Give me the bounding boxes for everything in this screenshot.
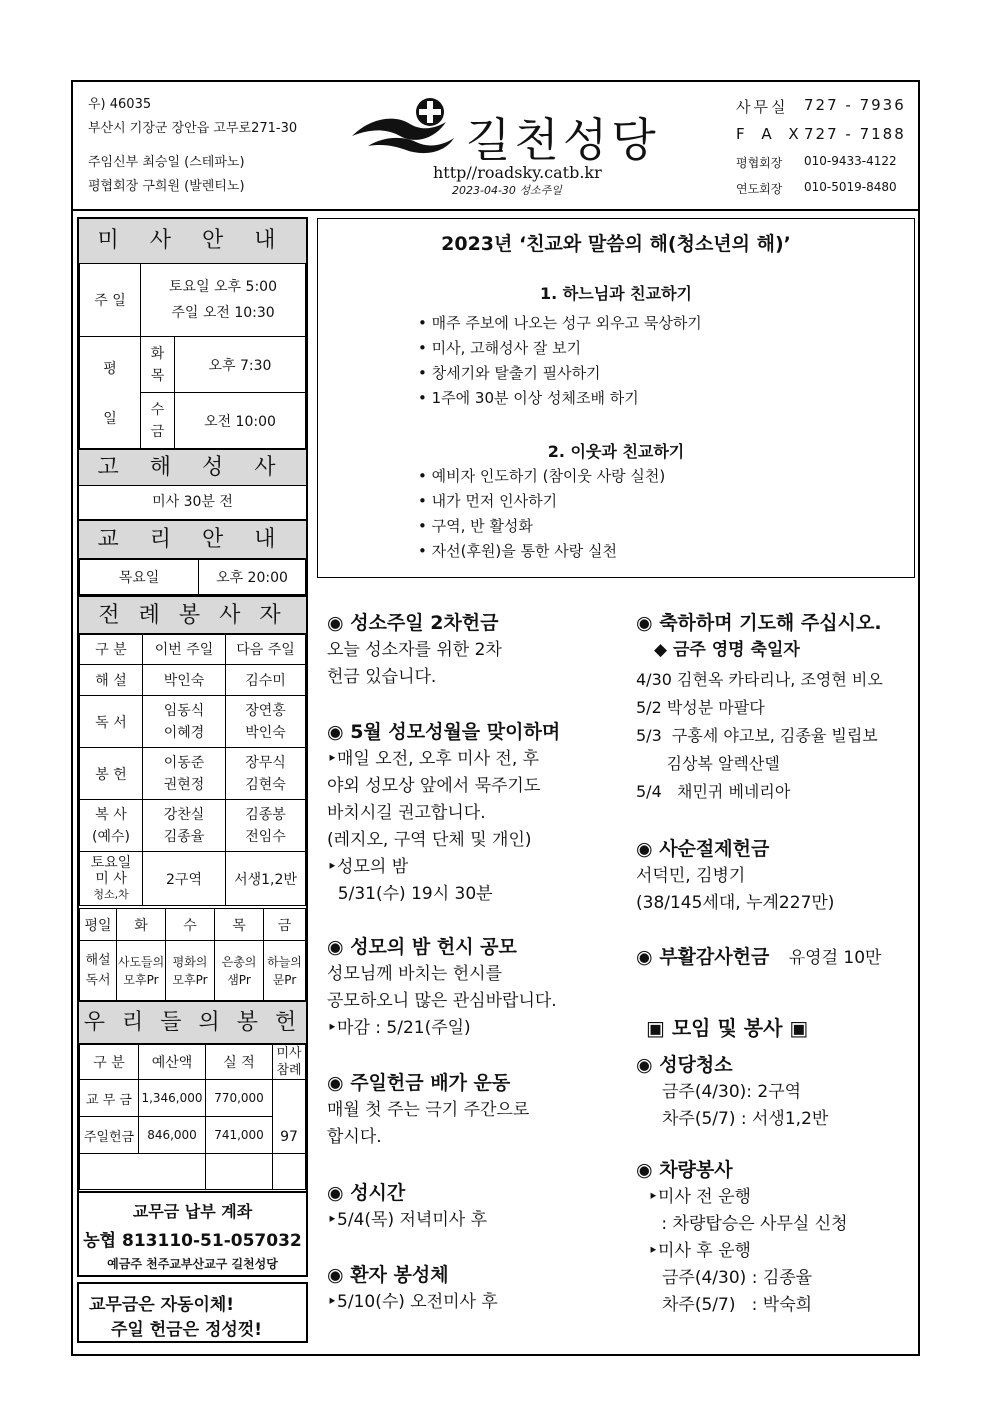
zip-code: 우) 46035 xyxy=(88,97,152,112)
minister-name: 김종봉 xyxy=(245,806,286,823)
offering-attendance: 97 xyxy=(273,1080,306,1154)
tue-label: 화 xyxy=(150,345,165,362)
notice-title: ◉ 사순절제헌금 xyxy=(636,838,770,860)
contact-fax-label: F A X xyxy=(736,125,805,143)
notice-line: ‣미사 전 운행 xyxy=(648,1187,751,1207)
feast-line: 5/3 구홍세 야고보, 김종율 빌립보 xyxy=(636,726,878,745)
minister-name: 전임수 xyxy=(245,828,286,845)
contact-office-label: 사무실 xyxy=(736,98,789,116)
notice-cleaning xyxy=(636,1052,828,1133)
offering-head-mass xyxy=(273,1044,306,1080)
contact-council-label: 평협회장 xyxy=(736,156,783,170)
mass-sunday-times xyxy=(141,264,306,337)
theme-title: 2023년 ‘친교와 말씀의 해(청소년의 해)’ xyxy=(441,233,791,255)
contact-fax-value: 727 - 7188 xyxy=(804,125,906,143)
notice-title: ◉ 축하하며 기도해 주십시오. xyxy=(636,612,882,634)
notice-line: (레지오, 구역 단체 및 개인) xyxy=(327,830,532,850)
minister-name: 강찬실 xyxy=(163,806,205,823)
offering-empty xyxy=(273,1154,306,1190)
ministers-next xyxy=(226,800,306,852)
account-title: 교무금 납부 계좌 xyxy=(132,1202,253,1221)
minister-name: 김종율 xyxy=(163,828,205,845)
offering-empty xyxy=(80,1154,206,1190)
weekday-cell xyxy=(117,941,166,1001)
notice-line: 오늘 성소자를 위한 2차 xyxy=(327,640,502,660)
bottom-notice xyxy=(77,1282,308,1343)
ministers-head-next: 다음 주일 xyxy=(226,634,306,665)
ministers-role xyxy=(80,800,143,852)
contact-office-value: 727 - 7936 xyxy=(804,96,906,114)
notice-line: 금주(4/30) : 김종율 xyxy=(662,1268,813,1288)
notice-feast-days xyxy=(636,610,883,806)
theme-sec2-item: • 예비자 인도하기 (참이웃 사랑 실천) xyxy=(418,467,666,485)
notice-line: ‣성모의 밤 xyxy=(327,857,409,877)
weekday-ministers-table xyxy=(79,908,306,1001)
item-text: 예비자 인도하기 (참이웃 사랑 실천) xyxy=(431,467,666,485)
head-line: 참례 xyxy=(276,1062,302,1078)
notice-title: ◉ 환자 봉성체 xyxy=(327,1264,449,1286)
account-box xyxy=(79,1191,306,1277)
item-text: 자선(후원)을 통한 사랑 실천 xyxy=(431,542,618,560)
notice-line: ‣미사 후 운행 xyxy=(648,1241,751,1261)
ministers-role: 봉 헌 xyxy=(80,748,143,800)
weekday-label-1: 평 xyxy=(103,360,117,377)
minister-name: 장연홍 xyxy=(245,702,286,719)
ministers-this xyxy=(143,748,226,800)
notice-line: : 차량탑승은 사무실 신청 xyxy=(656,1214,848,1234)
cell-line: 평화의 xyxy=(172,954,208,969)
ministers-role: 독 서 xyxy=(80,696,143,748)
minister-name: 김현숙 xyxy=(245,776,286,793)
ministers-this xyxy=(143,800,226,852)
notice-may xyxy=(327,719,560,908)
theme-sec2-item: • 내가 먼저 인사하기 xyxy=(418,492,558,510)
notice-line: 차주(5/7) : 박숙희 xyxy=(662,1295,813,1315)
role-line: 복 사 xyxy=(95,806,127,823)
ministers-next: 김수미 xyxy=(226,665,306,696)
notice-value: 유영걸 10만 xyxy=(788,948,882,968)
cell-line: 모후Pr xyxy=(123,972,159,987)
feast-line: 5/2 박성분 마팔다 xyxy=(636,698,765,717)
notice-easter-offering xyxy=(636,944,881,972)
theme-sec1-title: 1. 하느님과 친교하기 xyxy=(540,284,692,303)
ministers-role: 해 설 xyxy=(80,665,143,696)
notice-line: ‣매일 오전, 오후 미사 전, 후 xyxy=(327,749,540,769)
weekday-cell xyxy=(264,941,306,1001)
contact-council-value: 010-9433-4122 xyxy=(804,154,897,168)
offering-title: 우 리 들 의 봉 헌 xyxy=(83,1010,302,1035)
theme-sec1-list xyxy=(418,311,702,411)
notice-line: 매월 첫 주는 극기 주간으로 xyxy=(327,1100,530,1120)
notice-title: ◉ 5월 성모성월을 맞이하며 xyxy=(327,721,561,743)
confession-title: 고 해 성 사 xyxy=(97,455,288,480)
fri-label: 금 xyxy=(150,423,165,440)
ministers-table xyxy=(79,633,306,906)
weekday-head: 수 xyxy=(166,909,215,941)
logo-title: 길천성당 xyxy=(466,113,660,167)
notice-line-2: 주일 헌금은 정성껏! xyxy=(111,1320,262,1340)
cell-line: 하늘의 xyxy=(267,954,302,969)
notice-lent-offering xyxy=(636,836,834,917)
cell-line: 은총의 xyxy=(221,954,257,969)
cell-line: 모후Pr xyxy=(172,972,208,987)
catechism-title: 교 리 안 내 xyxy=(97,527,288,552)
confession-text: 미사 30분 전 xyxy=(152,494,233,510)
weekday-head: 평일 xyxy=(80,909,117,941)
offering-head: 구 분 xyxy=(80,1044,139,1080)
account-holder: 예금주 천주교부산교구 길천성당 xyxy=(107,1257,278,1271)
role-line: 청소,차 xyxy=(93,887,129,901)
contact-yeondo-label: 연도회장 xyxy=(736,182,783,196)
wed-label: 수 xyxy=(150,401,165,418)
weekday-label-2: 일 xyxy=(103,410,117,427)
notice-line: 금주(4/30): 2구역 xyxy=(662,1082,802,1102)
notice-line: 5/31(수) 19시 30분 xyxy=(327,884,493,904)
mass-table xyxy=(79,263,306,449)
theme-sec2-item: • 구역, 반 활성화 xyxy=(418,517,533,535)
offering-actual: 770,000 xyxy=(206,1080,273,1117)
cell-line: 사도들의 xyxy=(117,954,165,969)
minister-name: 권현정 xyxy=(163,776,205,793)
item-text: 1주에 30분 이상 성체조배 하기 xyxy=(431,389,639,407)
mass-sunday-time-2: 주일 오전 10:30 xyxy=(171,305,275,321)
weekday-head: 목 xyxy=(215,909,264,941)
mass-title-bar xyxy=(79,219,306,264)
mass-tue-thu-label xyxy=(141,337,175,393)
notice-title: ◉ 성시간 xyxy=(327,1182,406,1204)
header-divider xyxy=(71,209,920,211)
left-column xyxy=(77,217,308,1277)
minister-name: 이동준 xyxy=(163,754,205,771)
notice-poem xyxy=(327,934,557,1042)
offering-title-bar xyxy=(79,1000,306,1045)
mass-sunday-label: 주 일 xyxy=(80,264,141,337)
ministers-this: 박인숙 xyxy=(143,665,226,696)
notice-vehicle xyxy=(636,1157,848,1319)
offering-head: 실 적 xyxy=(206,1044,273,1080)
website-url[interactable]: http//roadsky.catb.kr xyxy=(433,163,602,182)
label-line: 독서 xyxy=(85,972,111,988)
offering-label: 교 무 금 xyxy=(80,1080,139,1117)
ministers-role xyxy=(80,852,143,906)
address: 부산시 기장군 장안읍 고무로271-30 xyxy=(88,121,298,136)
catechism-table xyxy=(79,558,306,595)
offering-budget: 1,346,000 xyxy=(139,1080,206,1117)
ministers-title: 전 례 봉 사 자 xyxy=(98,603,287,628)
ministers-this xyxy=(143,696,226,748)
notice-title: ◉ 성소주일 2차헌금 xyxy=(327,612,499,634)
role-line: (예수) xyxy=(92,828,130,845)
cell-line: 샘Pr xyxy=(227,972,251,987)
ministers-head-role: 구 분 xyxy=(80,634,143,665)
weekday-head: 화 xyxy=(117,909,166,941)
ministers-next xyxy=(226,748,306,800)
feast-line: 5/4 채민귀 베네리아 xyxy=(636,782,791,801)
item-text: 매주 주보에 나오는 성구 외우고 묵상하기 xyxy=(431,314,702,332)
notice-line: 차주(5/7) : 서생1,2반 xyxy=(662,1109,829,1129)
ministers-title-bar xyxy=(79,595,306,635)
minister-name: 임동식 xyxy=(163,702,205,719)
mass-title: 미 사 안 내 xyxy=(97,228,288,253)
account-number: 농협 813110-51-057032 xyxy=(83,1231,302,1251)
notice-title: ◉ 차량봉사 xyxy=(636,1159,733,1181)
label-line: 해설 xyxy=(85,952,111,968)
ministers-next xyxy=(226,696,306,748)
minister-name: 이혜경 xyxy=(163,724,205,741)
role-line: 토요일 xyxy=(90,854,132,871)
item-text: 창세기와 탈출기 필사하기 xyxy=(431,364,601,382)
mass-tue-thu-time: 오후 7:30 xyxy=(175,337,306,393)
notice-line: 바치시길 권고합니다. xyxy=(327,803,486,823)
notice-line: 헌금 있습니다. xyxy=(327,667,437,687)
notice-line: ‣마감 : 5/21(주일) xyxy=(327,1018,471,1038)
theme-sec1-item: • 창세기와 탈출기 필사하기 xyxy=(418,364,601,382)
mass-weekday-label xyxy=(80,337,141,449)
minister-name: 박인숙 xyxy=(245,724,286,741)
notice-line-1: 교무금은 자동이체! xyxy=(89,1295,235,1315)
confession-title-bar xyxy=(79,448,306,486)
notice-line: 야외 성모상 앞에서 묵주기도 xyxy=(327,776,541,796)
head-line: 미사 xyxy=(276,1045,302,1061)
item-text: 미사, 고해성사 잘 보기 xyxy=(431,339,582,357)
theme-sec1-item: • 1주에 30분 이상 성체조배 하기 xyxy=(418,389,639,407)
weekday-head: 금 xyxy=(264,909,306,941)
thu-label: 목 xyxy=(150,367,165,384)
notice-line: (38/145세대, 누계227만) xyxy=(636,893,835,913)
offering-head: 예산액 xyxy=(139,1044,206,1080)
notice-holy-hour xyxy=(327,1180,487,1234)
role-line: 미 사 xyxy=(95,870,127,887)
offering-budget: 846,000 xyxy=(139,1117,206,1154)
theme-sec1-item: • 미사, 고해성사 잘 보기 xyxy=(418,339,582,357)
catechism-title-bar xyxy=(79,519,306,560)
council-chair: 평협회장 구희원 (발렌티노) xyxy=(88,179,245,194)
minister-name: 장무식 xyxy=(245,754,286,771)
theme-sec2-item: • 자선(후원)을 통한 사랑 실천 xyxy=(418,542,618,560)
offering-actual: 741,000 xyxy=(206,1117,273,1154)
ministers-head-this: 이번 주일 xyxy=(143,634,226,665)
notice-title: ◉ 부활감사헌금 xyxy=(636,946,770,968)
feast-line: 4/30 김현옥 카타리나, 조영현 비오 xyxy=(636,670,883,689)
notice-title: ◉ 주일헌금 배가 운동 xyxy=(327,1072,511,1094)
notice-double-offering xyxy=(327,1070,529,1151)
weekday-cell xyxy=(215,941,264,1001)
notice-subtitle: ◆ 금주 영명 축일자 xyxy=(654,640,800,660)
notice-vocation xyxy=(327,610,502,691)
weekday-row-label xyxy=(80,941,117,1001)
mass-sunday-time-1: 토요일 오후 5:00 xyxy=(169,279,277,295)
offering-empty xyxy=(206,1154,273,1190)
church-logo-icon xyxy=(350,96,460,158)
notice-title: ◉ 성모의 밤 헌시 공모 xyxy=(327,936,517,958)
item-text: 구역, 반 활성화 xyxy=(431,517,533,535)
theme-sec1-item: • 매주 주보에 나오는 성구 외우고 묵상하기 xyxy=(418,314,702,332)
pastor: 주임신부 최승일 (스테파노) xyxy=(88,155,245,170)
ministers-this: 2구역 xyxy=(143,852,226,906)
meetings-title: ▣ 모임 및 봉사 ▣ xyxy=(646,1016,809,1040)
theme-sec2-list xyxy=(418,464,665,564)
bulletin-date: 2023-04-30 성소주일 xyxy=(452,184,562,197)
mass-wed-fri-label xyxy=(141,393,175,449)
notice-line: 공모하오니 많은 관심바랍니다. xyxy=(327,991,557,1011)
offering-table xyxy=(79,1043,306,1190)
notice-line: 서덕민, 김병기 xyxy=(636,866,746,886)
item-text: 내가 먼저 인사하기 xyxy=(431,492,558,510)
notice-line: 합시다. xyxy=(327,1127,382,1147)
notice-sick-communion xyxy=(327,1262,498,1316)
theme-box xyxy=(317,218,915,578)
notice-title: ◉ 성당청소 xyxy=(636,1054,733,1076)
feast-line: 김상복 알렉산델 xyxy=(636,754,780,773)
notice-line: ‣5/10(수) 오전미사 후 xyxy=(327,1292,498,1312)
contact-yeondo-value: 010-5019-8480 xyxy=(804,180,897,194)
cell-line: 문Pr xyxy=(272,972,297,987)
weekday-cell xyxy=(166,941,215,1001)
catechism-day: 목요일 xyxy=(80,559,199,595)
catechism-time: 오후 20:00 xyxy=(199,559,306,595)
mass-wed-fri-time: 오전 10:00 xyxy=(175,393,306,449)
notice-line: 성모님께 바치는 헌시를 xyxy=(327,964,503,984)
offering-label: 주일헌금 xyxy=(80,1117,139,1154)
theme-sec2-title: 2. 이웃과 친교하기 xyxy=(547,442,685,461)
notice-line: ‣5/4(목) 저녁미사 후 xyxy=(327,1210,487,1230)
ministers-next: 서생1,2반 xyxy=(226,852,306,906)
